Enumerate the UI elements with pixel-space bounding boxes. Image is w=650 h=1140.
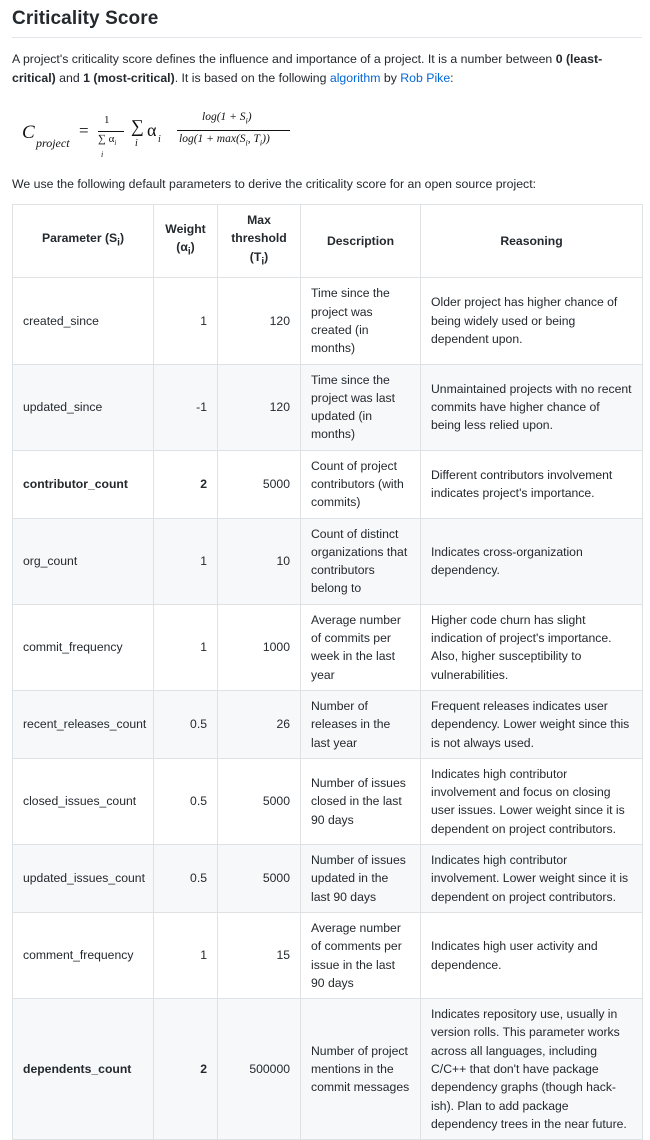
cell-reasoning: Indicates cross-organization dependency.: [421, 518, 643, 604]
cell-description: Number of project mentions in the commit messages: [301, 999, 421, 1140]
header-parameter: Parameter $(S_i)$: [13, 205, 154, 278]
formula-denominator-end: )): [262, 133, 270, 145]
cell-max-threshold: 500000: [218, 999, 301, 1140]
intro-text-4: by: [380, 71, 401, 85]
formula-numerator-text: log(1 + S: [202, 111, 246, 123]
intro-text-3: . It is based on the following: [174, 71, 330, 85]
intro-text-5: :: [450, 71, 454, 85]
cell-max-threshold: 120: [218, 278, 301, 364]
cell-parameter: created_since: [13, 278, 154, 364]
formula-equals: =: [79, 121, 89, 140]
formula-weight-sum: [98, 133, 116, 147]
cell-parameter: recent_releases_count: [13, 690, 154, 758]
header-reasoning: Reasoning: [421, 205, 643, 278]
parameters-table: [12, 204, 643, 1140]
header-max-threshold: Max threshold $(T_i)$: [218, 205, 301, 278]
cell-reasoning: Different contributors involvement indicates project's importance.: [421, 450, 643, 518]
cell-max-threshold: 10: [218, 518, 301, 604]
criticality-formula: [12, 94, 642, 172]
cell-description: Average number of commits per week in the last year: [301, 604, 421, 690]
cell-description: Time since the project was last updated (in months): [301, 364, 421, 450]
formula-numerator-end: ): [247, 111, 252, 123]
formula-denominator-sub-1: i: [245, 138, 248, 148]
table-row: [13, 912, 643, 998]
formula-numerator-sub: i: [245, 116, 248, 126]
table-row: [13, 999, 643, 1140]
cell-reasoning: Indicates high user activity and dependence.: [421, 912, 643, 998]
rob-pike-link[interactable]: Rob Pike: [400, 71, 451, 85]
cell-weight: 1: [154, 278, 218, 364]
intro-text-2: and: [55, 71, 84, 85]
formula-numerator: [202, 111, 252, 125]
cell-description: Time since the project was created (in months): [301, 278, 421, 364]
cell-parameter: dependents_count: [13, 999, 154, 1140]
cell-description: Number of issues closed in the last 90 days: [301, 758, 421, 844]
formula-one: 1: [104, 114, 110, 126]
cell-weight: -1: [154, 364, 218, 450]
cell-reasoning: Indicates high contributor involvement. Lower weight since it is dependent on project contributors.: [421, 845, 643, 913]
formula-denominator-mid: , T: [247, 133, 260, 145]
cell-reasoning: Unmaintained projects with no recent commits have higher chance of being less relied upon.: [421, 364, 643, 450]
cell-description: Number of issues updated in the last 90 days: [301, 845, 421, 913]
cell-parameter: contributor_count: [13, 450, 154, 518]
table-header-row: [13, 205, 643, 278]
intro-bold-least: 0 (least-critical): [12, 52, 603, 85]
formula-c-subscript: project: [36, 136, 70, 150]
formula-sum: ∑: [131, 116, 144, 136]
cell-reasoning: Frequent releases indicates user dependency. Lower weight since this is not always used.: [421, 690, 643, 758]
algorithm-link[interactable]: algorithm: [329, 71, 381, 85]
intro-text-1: A project's criticality score defines the influence and importance of a project. It is a number between: [12, 52, 556, 66]
cell-parameter: commit_frequency: [13, 604, 154, 690]
cell-weight: 2: [154, 450, 218, 518]
formula-fraction-bar-2: [177, 130, 290, 131]
formula-weight-sum-sub: i: [114, 139, 117, 148]
formula-alpha-subscript: i: [158, 134, 161, 145]
cell-reasoning: Higher code churn has slight indication of project's importance. Also, higher susceptibility to vulnerabilities.: [421, 604, 643, 690]
cell-parameter: updated_since: [13, 364, 154, 450]
formula-denominator-sub-2: i: [259, 138, 263, 148]
parameters-lead: We use the following default parameters to derive the criticality score for an open source project:: [12, 177, 537, 191]
page-title: Criticality Score: [12, 8, 642, 38]
formula-sum-index: i: [135, 138, 138, 149]
cell-weight: 0.5: [154, 758, 218, 844]
cell-weight: 2: [154, 999, 218, 1140]
cell-description: Average number of comments per issue in the last 90 days: [301, 912, 421, 998]
table-row: [13, 364, 643, 450]
cell-max-threshold: 5000: [218, 845, 301, 913]
table-row: [13, 690, 643, 758]
cell-parameter: updated_issues_count: [13, 845, 154, 913]
cell-reasoning: Indicates high contributor involvement and focus on closing user issues. Lower weight since it is dependent on project contributors.: [421, 758, 643, 844]
intro-bold-most: 1 (most-critical): [83, 71, 175, 85]
cell-weight: 0.5: [154, 690, 218, 758]
cell-reasoning: Older project has higher chance of being widely used or being dependent upon.: [421, 278, 643, 364]
formula-weight-sum-index: i: [101, 150, 104, 159]
table-row: [13, 845, 643, 913]
cell-weight: 0.5: [154, 845, 218, 913]
header-description: Description: [301, 205, 421, 278]
intro-paragraph: [12, 50, 642, 88]
formula-alpha: α: [147, 120, 157, 140]
cell-reasoning: Indicates repository use, usually in version rolls. This parameter works across all languages, including C/C++ that don't have package dependency graphs (though hack-ish). Plan to add package dependency trees in the near future.: [421, 999, 643, 1140]
cell-parameter: comment_frequency: [13, 912, 154, 998]
cell-max-threshold: 5000: [218, 758, 301, 844]
cell-weight: 1: [154, 912, 218, 998]
table-row: [13, 278, 643, 364]
formula-denominator-text: log(1 + max(S: [179, 133, 246, 145]
cell-description: Number of releases in the last year: [301, 690, 421, 758]
cell-max-threshold: 15: [218, 912, 301, 998]
formula-denominator: [179, 133, 270, 147]
cell-description: Count of distinct organizations that contributors belong to: [301, 518, 421, 604]
header-weight: Weight $(\alpha_i)$: [154, 205, 218, 278]
table-row: [13, 604, 643, 690]
cell-weight: 1: [154, 518, 218, 604]
cell-weight: 1: [154, 604, 218, 690]
cell-max-threshold: 5000: [218, 450, 301, 518]
formula-fraction-bar-1: [98, 131, 124, 132]
table-row: [13, 450, 643, 518]
cell-parameter: closed_issues_count: [13, 758, 154, 844]
formula-c: C: [22, 122, 35, 143]
table-row: [13, 758, 643, 844]
cell-description: Count of project contributors (with commits): [301, 450, 421, 518]
table-row: [13, 518, 643, 604]
cell-parameter: org_count: [13, 518, 154, 604]
cell-max-threshold: 1000: [218, 604, 301, 690]
cell-max-threshold: 26: [218, 690, 301, 758]
formula-weight-sum-symbol: ∑ α: [98, 133, 115, 145]
cell-max-threshold: 120: [218, 364, 301, 450]
